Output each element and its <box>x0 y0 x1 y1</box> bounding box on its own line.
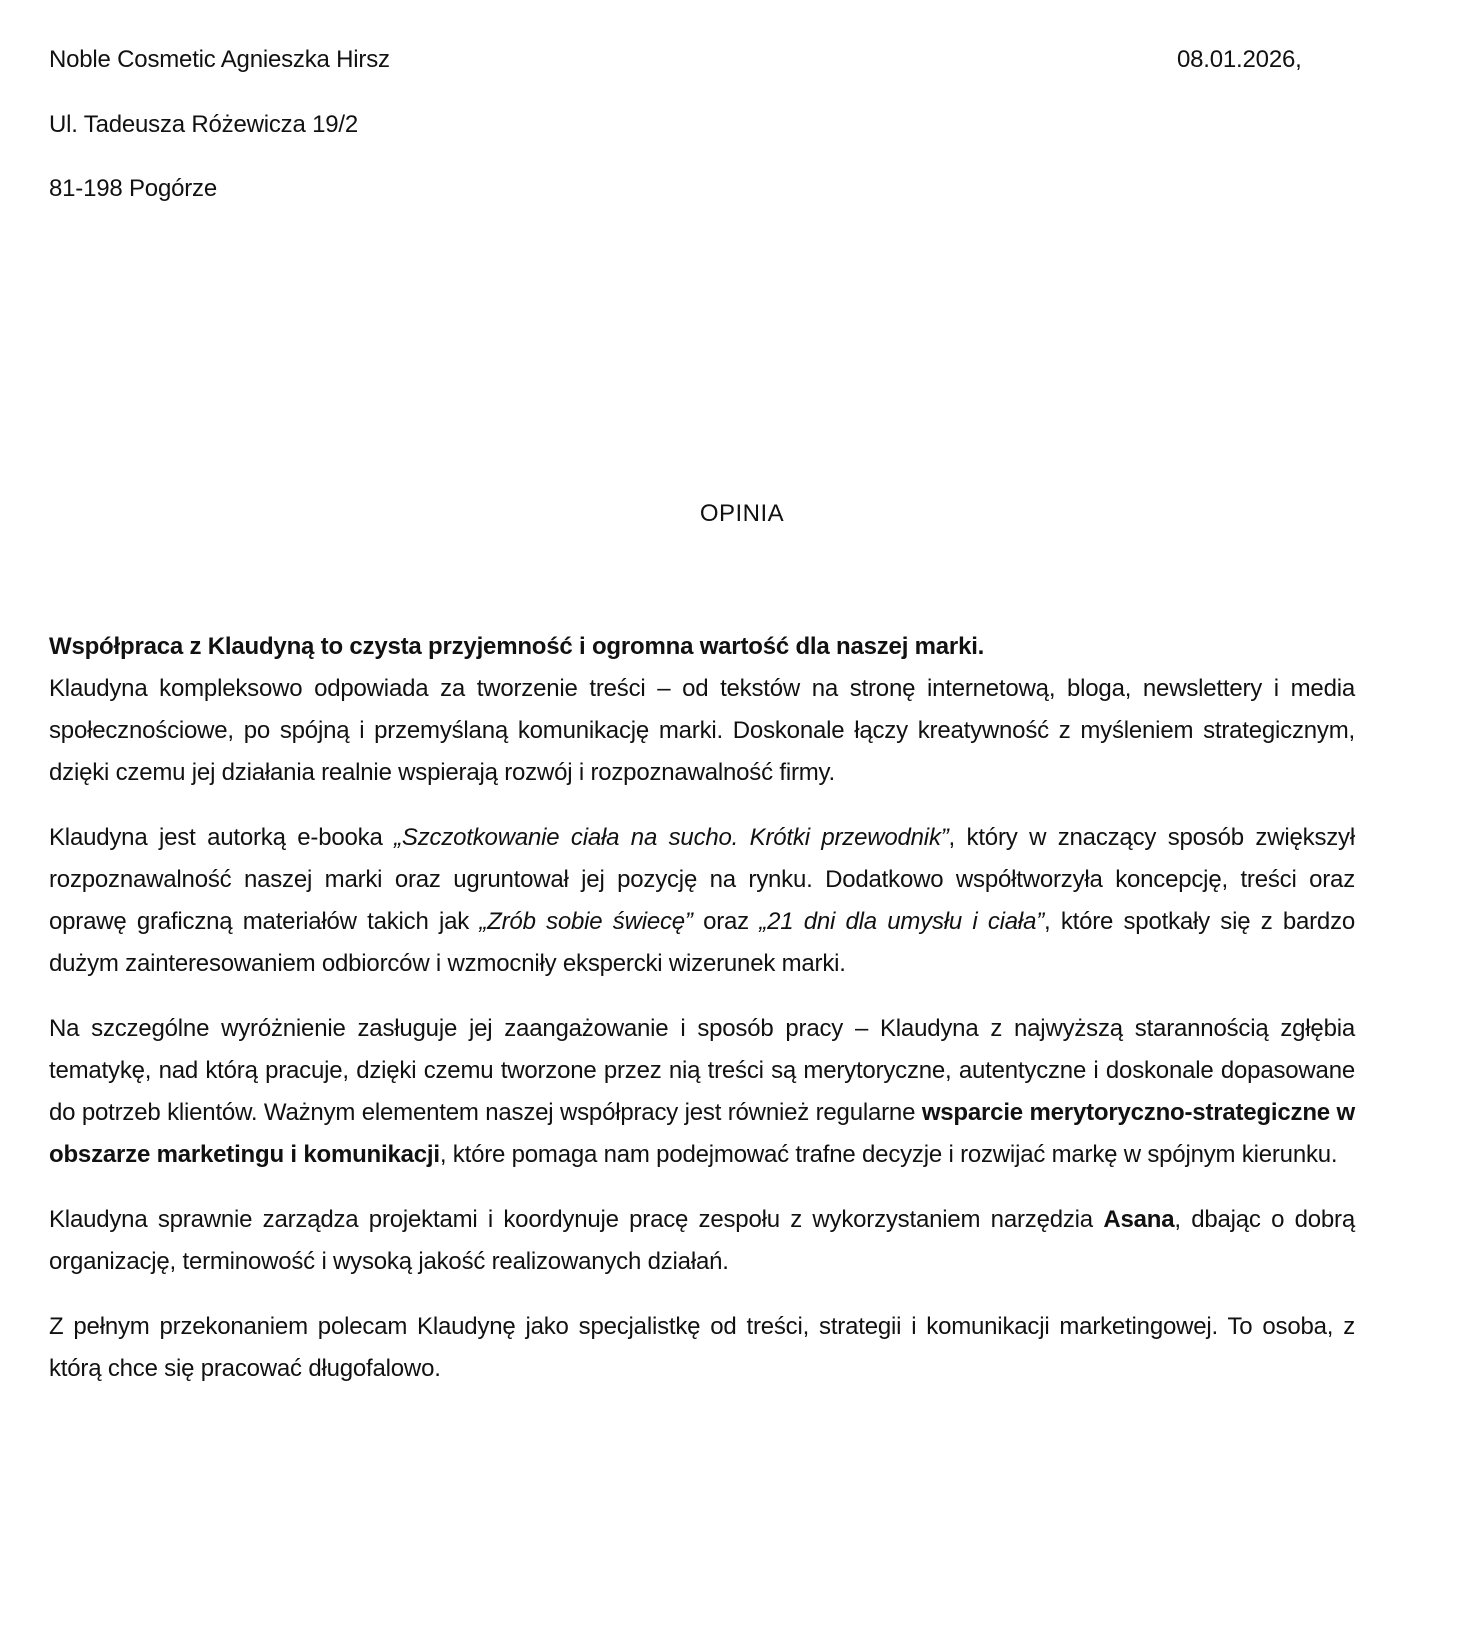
ebook-text-1: Klaudyna jest autorką e-booka <box>49 824 395 851</box>
material-title-21-days: „21 dni dla umysłu i ciała” <box>759 908 1045 935</box>
pm-text-1: Klaudyna sprawnie zarządza projektami i koordynuje pracę zespołu z wykorzystaniem narzędzia <box>49 1206 1104 1233</box>
ebook-text-4: , które spotkały się z bardzo dużym zainteresowaniem odbiorców i wzmocniły ekspercki wizerunek marki. <box>49 908 1356 977</box>
sender-company: Noble Cosmetic Agnieszka Hirsz <box>49 46 390 73</box>
letter-body <box>49 626 1355 1413</box>
sender-street: Ul. Tadeusza Różewicza 19/2 <box>49 111 358 138</box>
paragraph-ebook <box>49 817 1355 985</box>
sender-postal-city: 81-198 Pogórze <box>49 175 217 202</box>
ebook-title-italic: „Szczotkowanie ciała na sucho. Krótki przewodnik” <box>394 824 949 851</box>
engagement-bold-support: wsparcie merytoryczno-strategiczne w obszarze marketingu i komunikacji <box>49 1099 1355 1168</box>
recommendation-text: Z pełnym przekonaniem polecam Klaudynę jako specjalistkę od treści, strategii i komunikacji marketingowej. To osoba, z którą chce się pracować długofalowo. <box>49 1313 1355 1382</box>
intro-text: Klaudyna kompleksowo odpowiada za tworzenie treści – od tekstów na stronę internetową, bloga, newslettery i media społecznościowe, po spójną i przemyślaną komunikację marki. Doskonale łączy kreatywność z myśleniem strategicznym, dzięki czemu jej działania realnie wspierają rozwój i rozpoznawalność firmy. <box>49 675 1355 786</box>
intro-lead-bold: Współpraca z Klaudyną to czysta przyjemność i ogromna wartość dla naszej marki. <box>49 633 985 660</box>
paragraph-recommendation <box>49 1306 1355 1390</box>
material-title-candle: „Zrób sobie świecę” <box>479 908 693 935</box>
paragraph-project-management <box>49 1199 1355 1283</box>
document-title: OPINIA <box>699 500 785 527</box>
ebook-text-2: , który w znaczący sposób zwiększył rozpoznawalność naszej marki oraz ugruntował jej pozycję na rynku. Dodatkowo współtworzyła koncepcję, treści oraz oprawę graficzną materiałów takich jak <box>49 824 1355 935</box>
letter-date: 08.01.2026, <box>1177 46 1302 73</box>
paragraph-intro <box>49 626 1355 794</box>
engagement-text-2: , które pomaga nam podejmować trafne decyzje i rozwijać markę w spójnym kierunku. <box>439 1141 1338 1168</box>
pm-bold-asana: Asana <box>1103 1206 1175 1233</box>
ebook-text-3: oraz <box>692 908 760 935</box>
paragraph-engagement <box>49 1008 1355 1176</box>
engagement-text-1: Na szczególne wyróżnienie zasługuje jej zaangażowanie i sposób pracy – Klaudyna z najwyższą starannością zgłębia tematykę, nad którą pracuje, dzięki czemu tworzone przez nią treści są merytoryczne, autentyczne i doskonale dopasowane do potrzeb klientów. Ważnym elementem naszej współpracy jest również regularne <box>49 1015 1355 1126</box>
pm-text-2: , dbając o dobrą organizację, terminowość i wysoką jakość realizowanych działań. <box>49 1206 1355 1275</box>
